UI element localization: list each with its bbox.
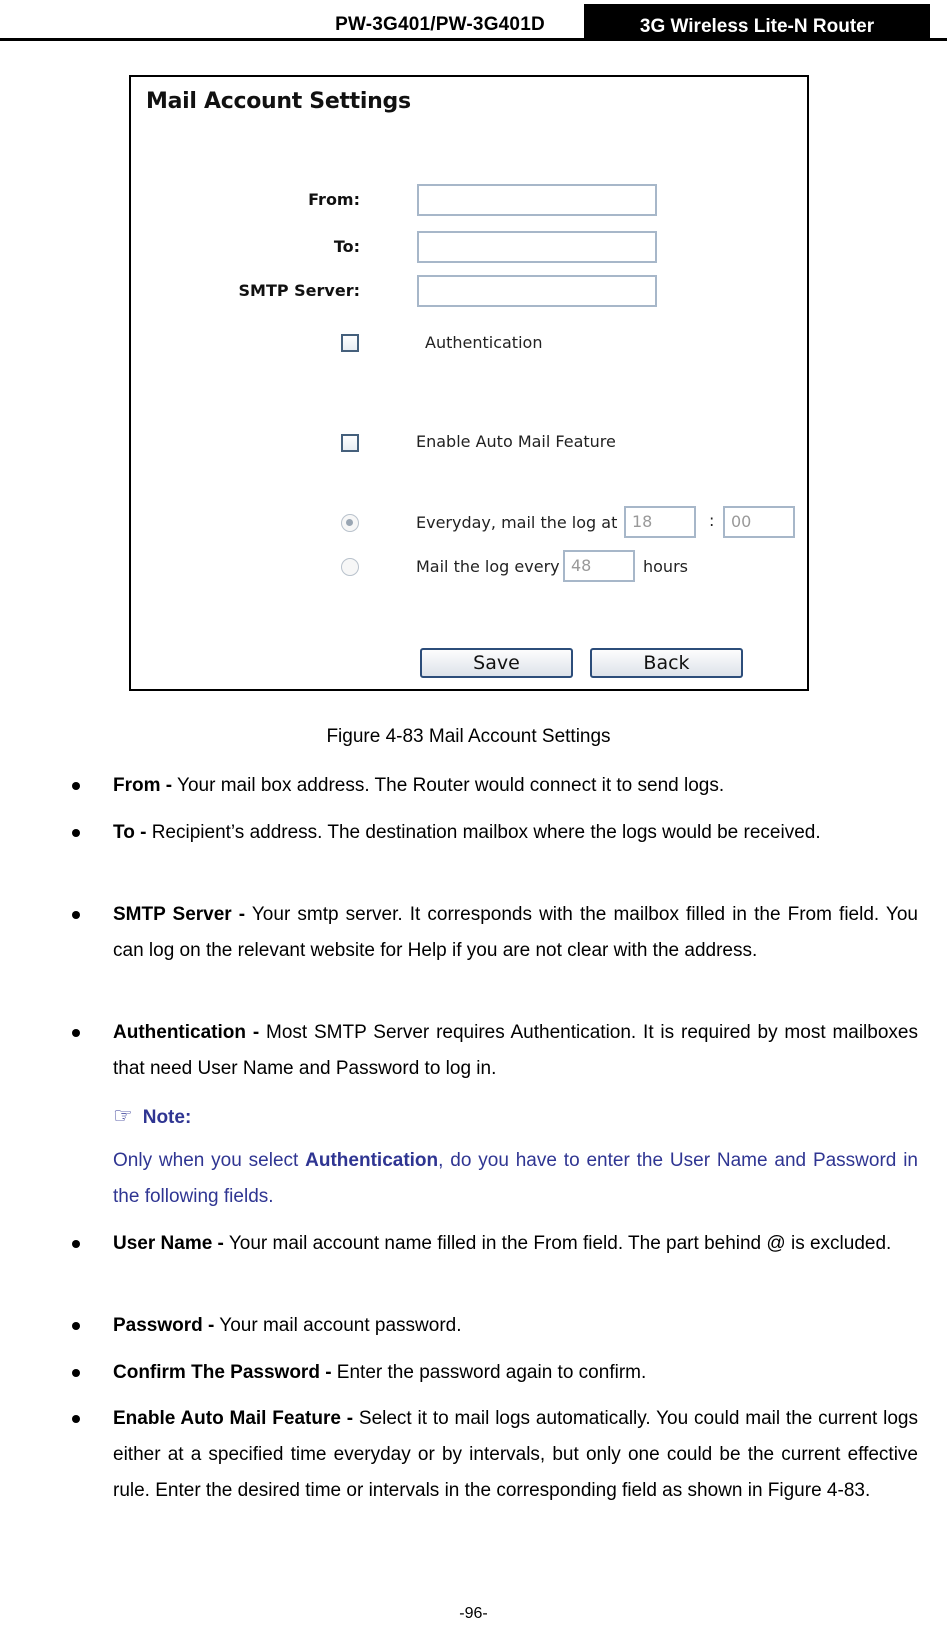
smtp-description	[113, 897, 918, 969]
auto-mail-checkbox[interactable]	[341, 434, 359, 452]
smtp-server-label: SMTP Server:	[238, 281, 360, 300]
bullet	[72, 1415, 80, 1423]
everyday-minute-input[interactable]: 00	[723, 506, 795, 538]
password-description	[113, 1308, 918, 1344]
figure-caption: Figure 4-83 Mail Account Settings	[326, 726, 611, 747]
from-input[interactable]	[417, 184, 657, 216]
bullet	[72, 1029, 80, 1037]
smtp-term: SMTP Server -	[113, 904, 246, 925]
bullet	[72, 1322, 80, 1330]
note-pre: Only when you select	[113, 1150, 306, 1171]
interval-radio[interactable]	[341, 558, 359, 576]
from-label: From:	[308, 190, 360, 209]
username-text: Your mail account name filled in the From field. The part behind @ is excluded.	[223, 1233, 892, 1254]
header-product: 3G Wireless Lite-N Router	[584, 4, 930, 40]
note-heading-text: Note:	[142, 1107, 192, 1128]
username-description	[113, 1226, 918, 1262]
header-rule	[0, 38, 947, 41]
header-model: PW-3G401/PW-3G401D	[335, 14, 545, 35]
bullet	[72, 1369, 80, 1377]
authentication-term: Authentication -	[113, 1022, 260, 1043]
to-input[interactable]	[417, 231, 657, 263]
interval-unit: hours	[643, 557, 688, 576]
auto-mail-description	[113, 1401, 918, 1509]
confirm-password-term: Confirm The Password -	[113, 1362, 332, 1383]
to-label: To:	[333, 237, 360, 256]
authentication-checkbox[interactable]	[341, 334, 359, 352]
time-separator: :	[709, 511, 715, 530]
note-text	[113, 1143, 918, 1215]
authentication-label: Authentication	[425, 333, 543, 352]
bullet	[72, 911, 80, 919]
to-description	[41, 815, 918, 851]
bullet	[72, 1240, 80, 1248]
password-term: Password -	[113, 1315, 215, 1336]
smtp-server-input[interactable]	[417, 275, 657, 307]
figure-title: Mail Account Settings	[146, 89, 411, 114]
note-heading	[113, 1103, 191, 1129]
password-text: Your mail account password.	[214, 1315, 462, 1336]
note-bold: Authentication	[305, 1150, 439, 1171]
note-post: , do you have to enter the User Name and Password in the following fields.	[113, 1150, 918, 1207]
to-text: Recipient’s address. The destination mailbox where the logs would be received.	[146, 822, 821, 843]
to-term: To -	[113, 822, 147, 843]
interval-hours-input[interactable]: 48	[563, 550, 635, 582]
save-button[interactable]: Save	[420, 648, 573, 678]
authentication-text: Most SMTP Server requires Authentication. It is required by most mailboxes that need User Name and Password to log in.	[113, 1022, 918, 1079]
confirm-password-text: Enter the password again to confirm.	[331, 1362, 647, 1383]
from-text: Your mail box address. The Router would connect it to send logs.	[172, 775, 725, 796]
username-term: User Name -	[113, 1233, 224, 1254]
auto-mail-label: Enable Auto Mail Feature	[416, 432, 616, 451]
everyday-radio[interactable]	[341, 514, 359, 532]
everyday-hour-input[interactable]: 18	[624, 506, 696, 538]
authentication-description	[113, 1015, 918, 1087]
auto-mail-text: Select it to mail logs automatically. You could mail the current logs either at a specified time everyday or by intervals, but only one could be the current effective rule. Enter the desired time or intervals in the corresponding field as shown in Figure 4-83.	[113, 1408, 918, 1501]
auto-mail-term: Enable Auto Mail Feature -	[113, 1408, 354, 1429]
mail-account-settings-screenshot	[129, 75, 809, 691]
from-term: From -	[113, 775, 173, 796]
everyday-label: Everyday, mail the log at	[416, 513, 618, 532]
smtp-text: Your smtp server. It corresponds with the mailbox filled in the From field. You can log on the relevant website for Help if you are not clear with the address.	[113, 904, 918, 961]
from-description	[113, 768, 918, 804]
interval-label: Mail the log every	[416, 557, 560, 576]
pointing-hand-icon: ☞	[113, 1103, 133, 1128]
page-number: -96-	[459, 1605, 488, 1622]
confirm-password-description	[113, 1355, 918, 1391]
bullet	[72, 782, 80, 790]
back-button[interactable]: Back	[590, 648, 743, 678]
